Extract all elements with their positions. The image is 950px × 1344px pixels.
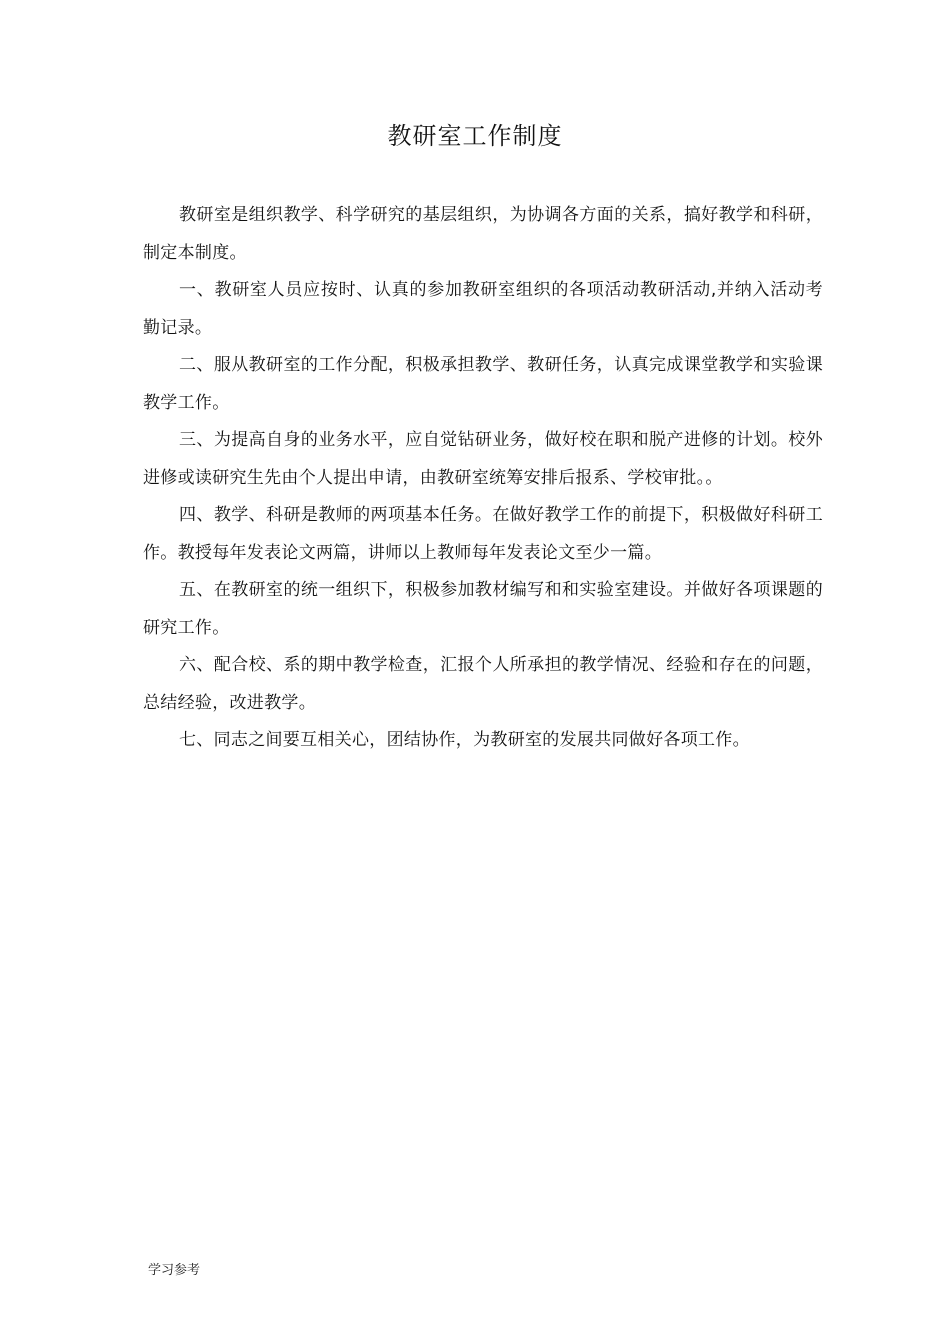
document-body <box>143 197 823 760</box>
rule-4-paragraph: 四、教学、科研是教师的两项基本任务。在做好教学工作的前提下，积极做好科研工作。教授每年发表论文两篇，讲师以上教师每年发表论文至少一篇。 <box>143 505 823 563</box>
rule-3-paragraph: 三、为提高自身的业务水平，应自觉钻研业务，做好校在职和脱产进修的计划。校外进修或读研究生先由个人提出申请，由教研室统筹安排后报系、学校审批。。 <box>143 430 823 488</box>
rule-2-paragraph: 二、服从教研室的工作分配，积极承担教学、教研任务，认真完成课堂教学和实验课教学工作。 <box>143 355 823 413</box>
rule-5-paragraph: 五、在教研室的统一组织下，积极参加教材编写和和实验室建设。并做好各项课题的研究工作。 <box>143 580 823 638</box>
footer-note: 学习参考 <box>148 1263 201 1278</box>
rule-6-paragraph: 六、配合校、系的期中教学检查，汇报个人所承担的教学情况、经验和存在的问题，总结经验，改进教学。 <box>143 655 823 713</box>
rule-1-paragraph: 一、教研室人员应按时、认真的参加教研室组织的各项活动教研活动,并纳入活动考勤记录。 <box>143 280 823 338</box>
rule-7-paragraph: 七、同志之间要互相关心，团结协作，为教研室的发展共同做好各项工作。 <box>179 730 750 750</box>
document-title: 教研室工作制度 <box>387 122 563 150</box>
intro-paragraph: 教研室是组织教学、科学研究的基层组织，为协调各方面的关系，搞好教学和科研，制定本制度。 <box>143 205 823 263</box>
